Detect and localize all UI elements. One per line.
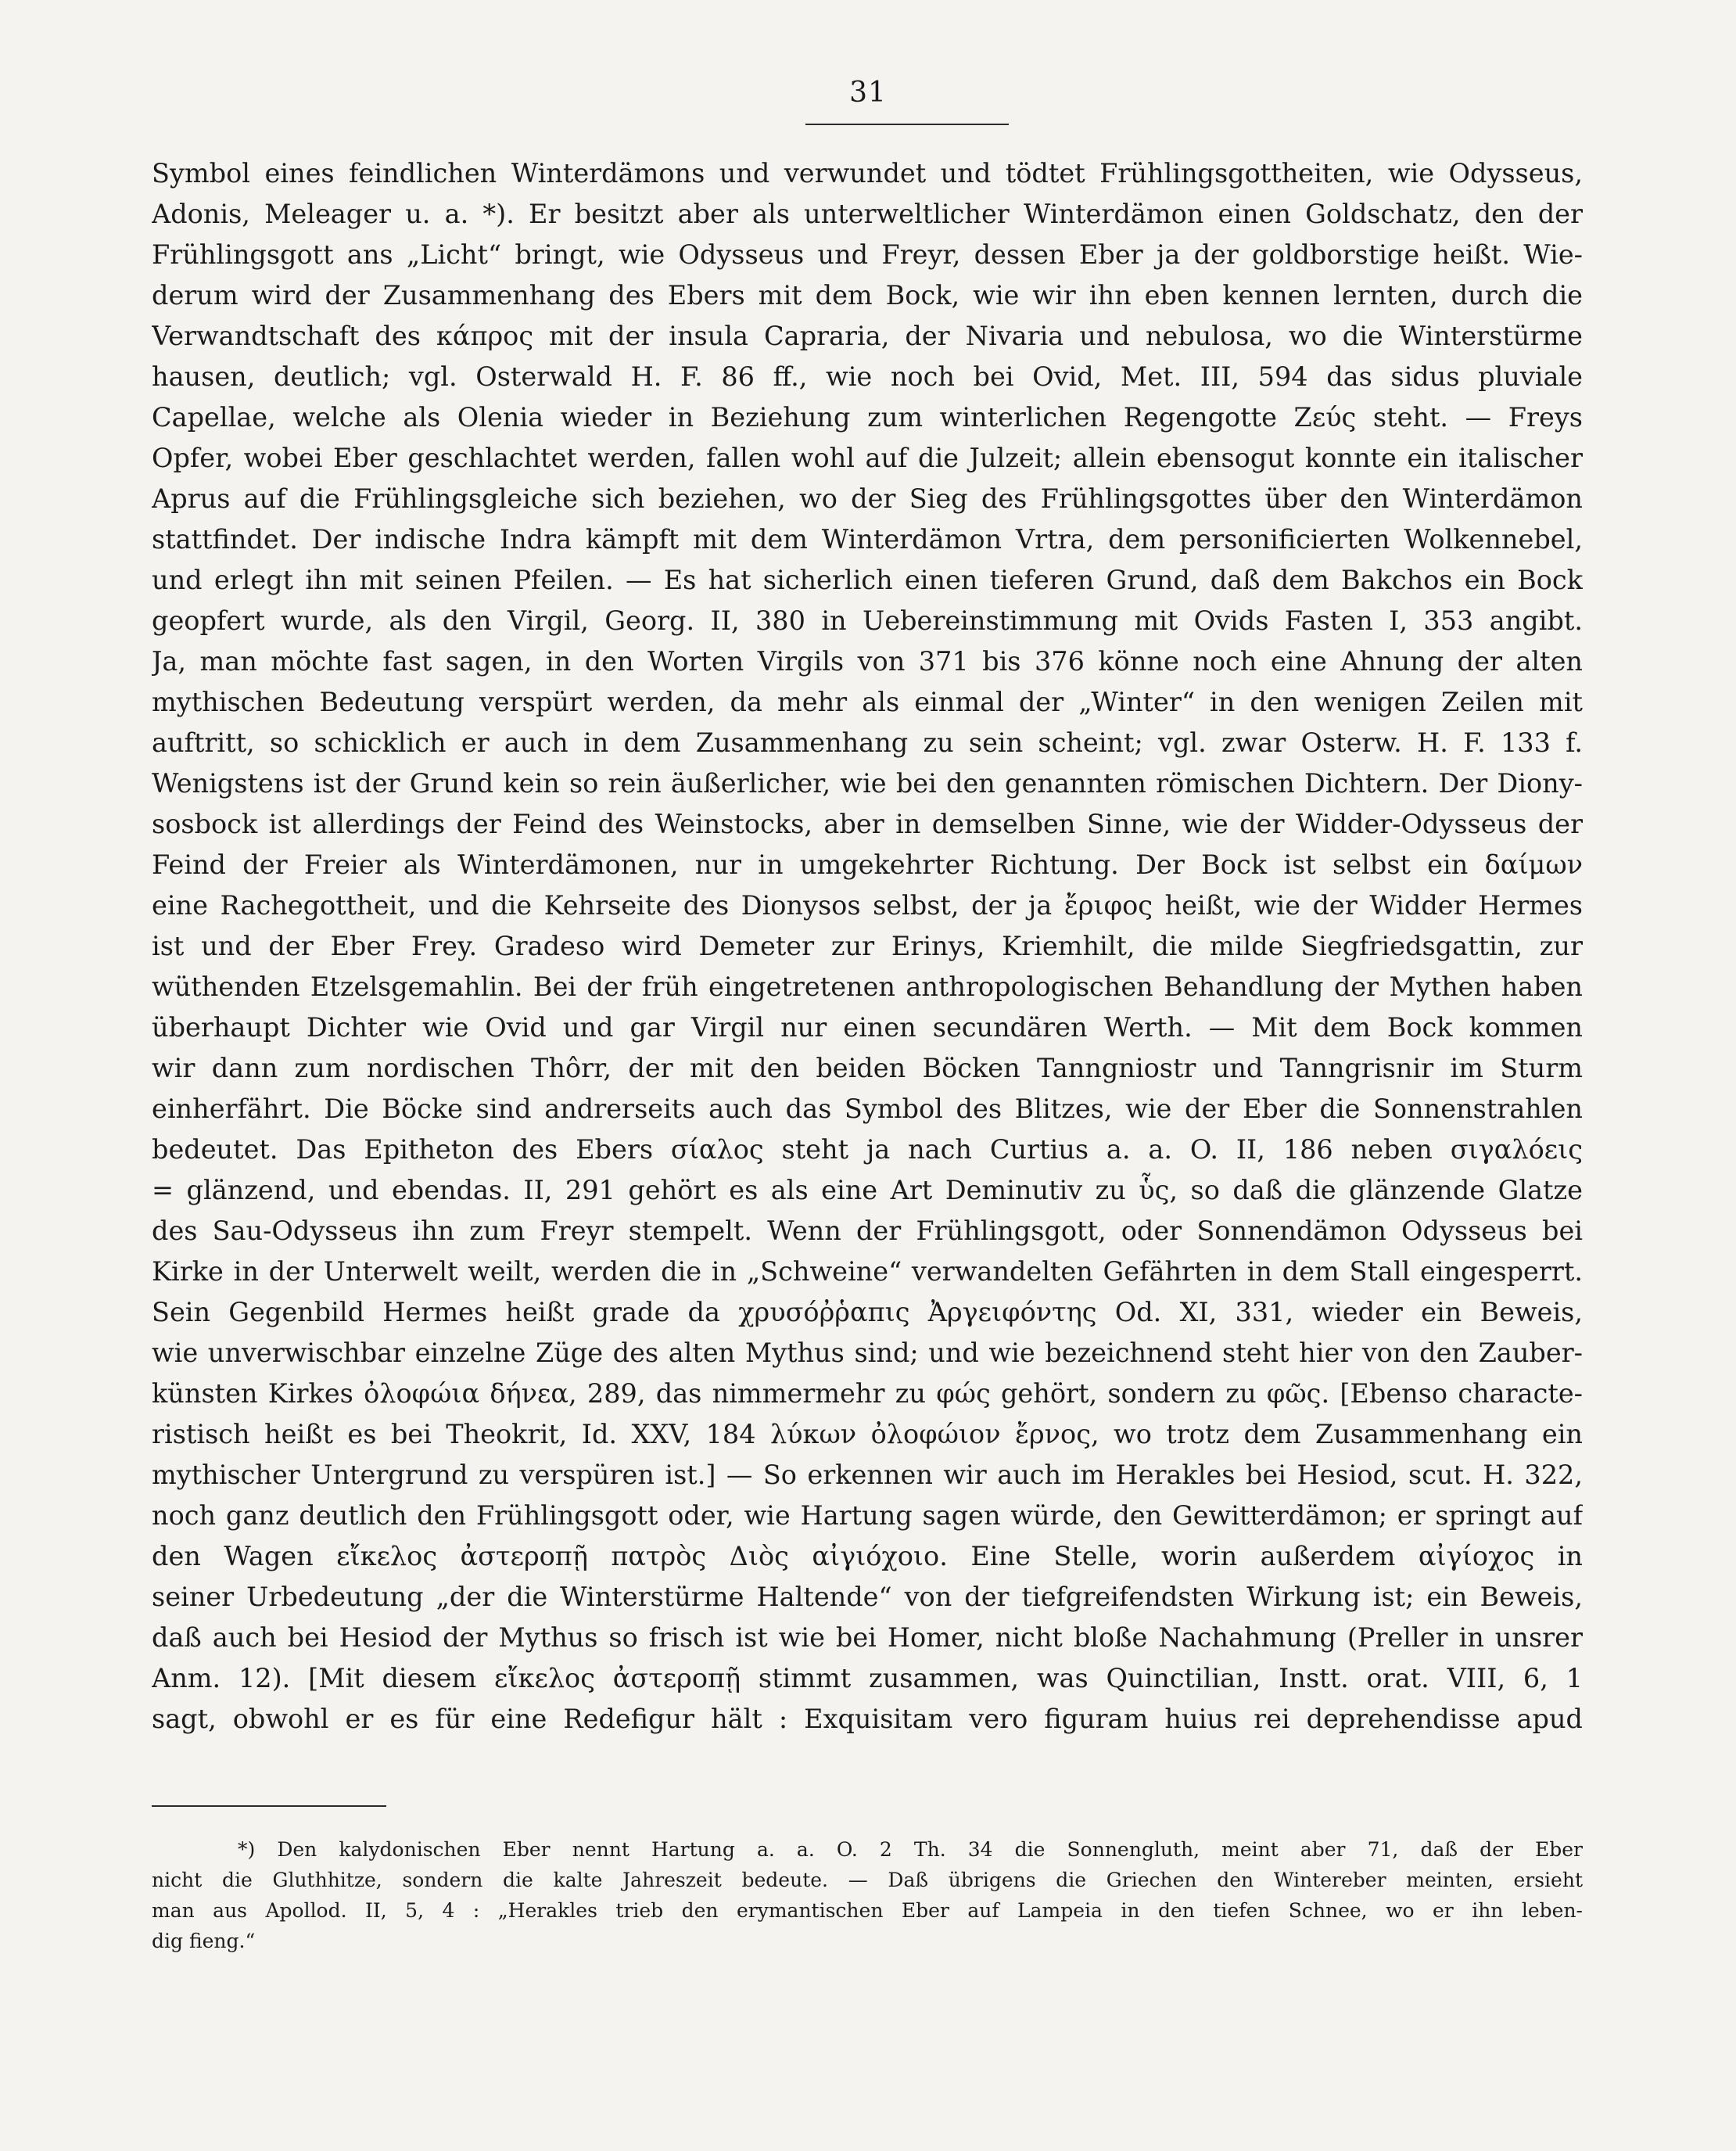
text-line: Capellae, welche als Olenia wieder in Beziehung zum winterlichen Regengotte Ζεύς steht. — Freys bbox=[152, 402, 1583, 433]
text-line: Adonis, Meleager u. a. *). Er besitzt aber als unterweltlicher Winterdämon einen Goldschatz, den der bbox=[152, 199, 1583, 229]
text-line: wir dann zum nordischen Thôrr, der mit den beiden Böcken Tanngniostr und Tanngrisnir im Sturm bbox=[152, 1053, 1583, 1083]
text-line: mythischer Untergrund zu verspüren ist.] — So erkennen wir auch im Herakles bei Hesiod, scut. H. 322, bbox=[152, 1460, 1583, 1490]
text-line: sagt, obwohl er es für eine Redefigur hält : Exquisitam vero figuram huius rei deprehendisse apud bbox=[152, 1704, 1583, 1734]
text-line: wüthenden Etzelsgemahlin. Bei der früh eingetretenen anthropologischen Behandlung der Mythen haben bbox=[152, 971, 1583, 1002]
text-line: Symbol eines feindlichen Winterdämons und verwundet und tödtet Frühlingsgottheiten, wie Odysseus, bbox=[152, 158, 1583, 189]
text-line: des Sau-Odysseus ihn zum Freyr stempelt. Wenn der Frühlingsgott, oder Sonnendämon Odysseus bei bbox=[152, 1216, 1583, 1246]
text-line: Opfer, wobei Eber geschlachtet werden, fallen wohl auf die Julzeit; allein ebensogut konnte ein italischer bbox=[152, 443, 1583, 473]
main-text-block bbox=[152, 153, 1583, 1740]
footnote-block bbox=[152, 1834, 1583, 1956]
footnote-line: dig fieng.“ bbox=[152, 1930, 256, 1952]
text-line: daß auch bei Hesiod der Mythus so frisch ist wie bei Homer, nicht bloße Nachahmung (Preller in unsrer bbox=[152, 1622, 1583, 1653]
text-line: Anm. 12). [Mit diesem εἴκελος ἀστεροπῇ stimmt zusammen, was Quinctilian, Instt. orat. VIII, 6, 1 bbox=[152, 1663, 1583, 1693]
text-line: überhaupt Dichter wie Ovid und gar Virgil nur einen secundären Werth. — Mit dem Bock kommen bbox=[152, 1012, 1583, 1043]
header-rule bbox=[805, 124, 1009, 125]
text-line: Feind der Freier als Winterdämonen, nur in umgekehrter Richtung. Der Bock ist selbst ein δαίμων bbox=[152, 849, 1583, 880]
text-line: Verwandtschaft des κάπρος mit der insula Capraria, der Nivaria und nebulosa, wo die Winterstürme bbox=[152, 321, 1583, 351]
page-number: 31 bbox=[849, 77, 887, 109]
text-line: sosbock ist allerdings der Feind des Weinstocks, aber in demselben Sinne, wie der Widder-Odysseus der bbox=[152, 809, 1583, 839]
text-line: den Wagen εἴκελος ἀστεροπῇ πατρὸς Διὸς αἰγιόχοιο. Eine Stelle, worin außerdem αἰγίοχος in bbox=[152, 1541, 1583, 1571]
text-line: Frühlingsgott ans „Licht“ bringt, wie Odysseus und Freyr, dessen Eber ja der goldborstige heißt. Wie- bbox=[152, 239, 1583, 270]
text-line: wie unverwischbar einzelne Züge des alten Mythus sind; und wie bezeichnend steht hier von den Zauber- bbox=[152, 1338, 1583, 1368]
text-line: ist und der Eber Frey. Gradeso wird Demeter zur Erinys, Kriemhilt, die milde Siegfriedsgattin, zur bbox=[152, 931, 1583, 961]
footnote-rule bbox=[152, 1805, 386, 1807]
text-line: = glänzend, und ebendas. II, 291 gehört es als eine Art Deminutiv zu ὗς, so daß die glänzende Glatze bbox=[152, 1175, 1583, 1205]
text-line: Sein Gegenbild Hermes heißt grade da χρυσόῤῥαπις Ἀργειφόντης Od. XI, 331, wieder ein Beweis, bbox=[152, 1297, 1583, 1327]
text-line: künsten Kirkes ὀλοφώια δήνεα, 289, das nimmermehr zu φώς gehört, sondern zu φῶς. [Ebenso characte- bbox=[152, 1378, 1583, 1409]
text-line: mythischen Bedeutung verspürt werden, da mehr als einmal der „Winter“ in den wenigen Zeilen mit bbox=[152, 687, 1583, 717]
text-line: Ja, man möchte fast sagen, in den Worten Virgils von 371 bis 376 könne noch eine Ahnung der alten bbox=[152, 646, 1583, 677]
text-line: und erlegt ihn mit seinen Pfeilen. — Es hat sicherlich einen tieferen Grund, daß dem Bakchos ein Bock bbox=[152, 565, 1583, 595]
text-line: noch ganz deutlich den Frühlingsgott oder, wie Hartung sagen würde, den Gewitterdämon; er springt auf bbox=[152, 1500, 1583, 1531]
text-line: auftritt, so schicklich er auch in dem Zusammenhang zu sein scheint; vgl. zwar Osterw. H. F. 133 f. bbox=[152, 727, 1583, 758]
text-line: seiner Urbedeutung „der die Winterstürme Haltende“ von der tiefgreifendsten Wirkung ist; ein Beweis, bbox=[152, 1582, 1583, 1612]
text-line: ristisch heißt es bei Theokrit, Id. XXV, 184 λύκων ὀλοφώιον ἔρνος, wo trotz dem Zusammenhang ein bbox=[152, 1419, 1583, 1449]
footnote-line: nicht die Gluthhitze, sondern die kalte Jahreszeit bedeute. — Daß übrigens die Griechen den Wintereber meinten, ersieht bbox=[152, 1869, 1583, 1891]
text-line: Wenigstens ist der Grund kein so rein äußerlicher, wie bei den genannten römischen Dichtern. Der Diony- bbox=[152, 768, 1583, 799]
footnote-line: man aus Apollod. II, 5, 4 : „Herakles trieb den erymantischen Eber auf Lampeia in den tiefen Schnee, wo er ihn leben- bbox=[152, 1899, 1583, 1922]
text-line: hausen, deutlich; vgl. Osterwald H. F. 86 ff., wie noch bei Ovid, Met. III, 594 das sidus pluviale bbox=[152, 361, 1583, 392]
text-line: geopfert wurde, als den Virgil, Georg. II, 380 in Uebereinstimmung mit Ovids Fasten I, 353 angibt. bbox=[152, 605, 1583, 636]
text-line: Kirke in der Unterwelt weilt, werden die in „Schweine“ verwandelten Gefährten in dem Stall eingesperrt. bbox=[152, 1256, 1583, 1287]
footnote-line: *) Den kalydonischen Eber nennt Hartung a. a. O. 2 Th. 34 die Sonnengluth, meint aber 71, daß der Eber bbox=[238, 1838, 1583, 1861]
text-line: Aprus auf die Frühlingsgleiche sich beziehen, wo der Sieg des Frühlingsgottes über den Winterdämon bbox=[152, 483, 1583, 514]
text-line: stattfindet. Der indische Indra kämpft mit dem Winterdämon Vrtra, dem personificierten Wolkennebel, bbox=[152, 524, 1583, 555]
text-line: einherfährt. Die Böcke sind andrerseits auch das Symbol des Blitzes, wie der Eber die Sonnenstrahlen bbox=[152, 1093, 1583, 1124]
text-line: bedeutet. Das Epitheton des Ebers σίαλος steht ja nach Curtius a. a. O. II, 186 neben σιγαλόεις bbox=[152, 1134, 1583, 1165]
text-line: eine Rachegottheit, und die Kehrseite des Dionysos selbst, der ja ἔριφος heißt, wie der Widder Hermes bbox=[152, 890, 1583, 921]
text-line: derum wird der Zusammenhang des Ebers mit dem Bock, wie wir ihn eben kennen lernten, durch die bbox=[152, 280, 1583, 311]
